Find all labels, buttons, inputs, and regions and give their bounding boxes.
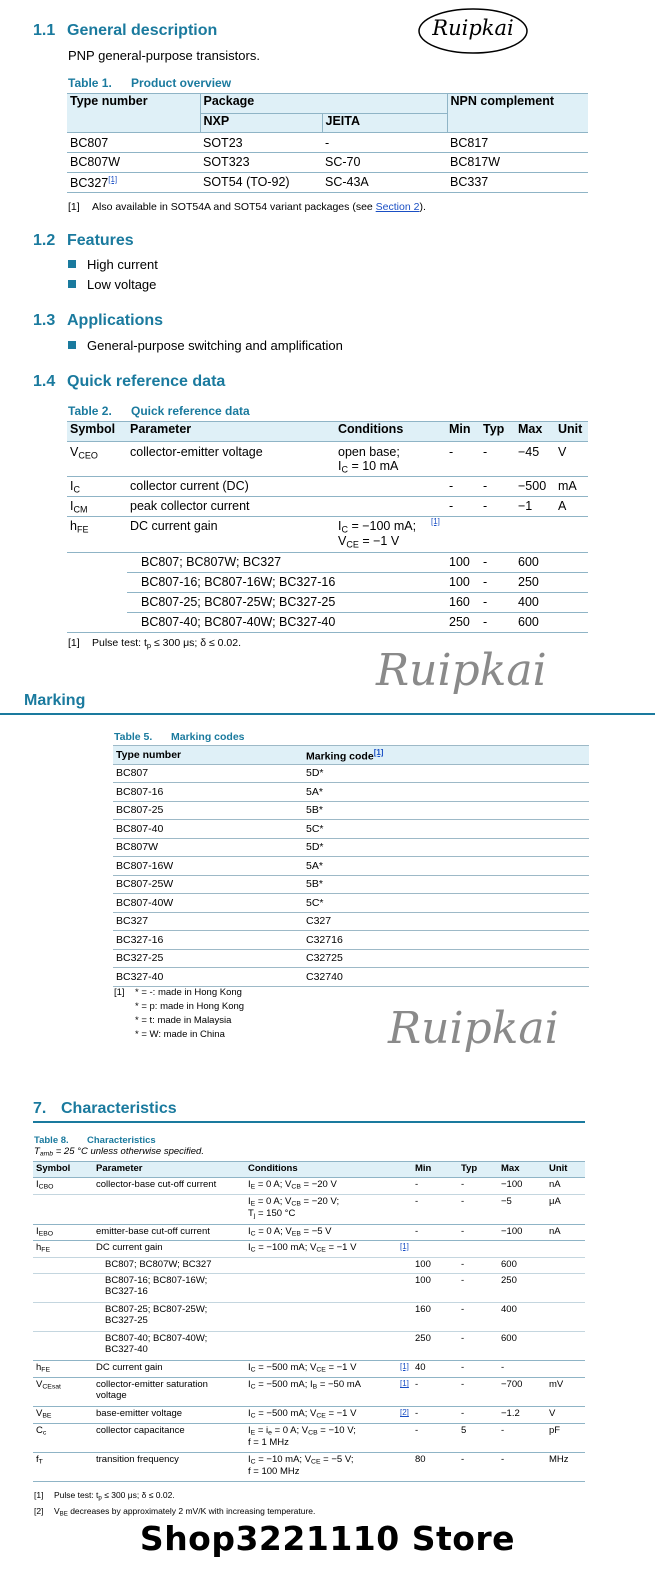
divider xyxy=(33,1121,585,1123)
table-row: BC807-16; BC807-16W; BC327-16 100 - 250 xyxy=(33,1274,585,1303)
th-package: Package xyxy=(200,94,447,114)
table-row: BC807-16W 5A* xyxy=(113,857,589,876)
table-row: BC807-16; BC807-16W; BC327-16 100 - 250 xyxy=(67,573,588,593)
list-item: High current xyxy=(68,257,158,272)
section-1-1-heading: 1.1 General description xyxy=(33,22,218,39)
table2-caption: Table 2. Quick reference data xyxy=(68,404,250,418)
bullet-icon xyxy=(68,260,76,268)
table-row: BC807 SOT23 - BC817 xyxy=(67,133,588,153)
table5-footnote: [1] * = -: made in Hong Kong * = p: made in Hong Kong * = t: made in Malaysia * = W: made in China xyxy=(114,987,245,1040)
list-item: General-purpose switching and amplification xyxy=(68,338,343,353)
footnote-link[interactable]: [1] xyxy=(373,747,384,757)
section-1-2-heading: 1.2 Features xyxy=(33,232,134,249)
table-row: BC807-25W 5B* xyxy=(113,875,589,894)
table-row: $V_{CEO}$ collector-emitter voltage open base; $I_C = 10$ mA - - −45 V xyxy=(67,442,588,477)
table-row: BC807W SOT323 SC-70 BC817W xyxy=(67,153,588,173)
footnote-link[interactable]: [1] xyxy=(400,1379,409,1389)
table-row: BC807-16 5A* xyxy=(113,783,589,802)
th-nxp: NXP xyxy=(200,114,322,133)
footnote-link[interactable]: [1] xyxy=(431,517,440,526)
table-row: BC807 5D* xyxy=(113,764,589,783)
table-row: BC807-40 5C* xyxy=(113,820,589,839)
table-row: BC807-25; BC807-25W; BC327-25 160 - 400 xyxy=(67,593,588,613)
divider xyxy=(0,713,655,715)
section-1-3-heading: 1.3 Applications xyxy=(33,312,164,329)
table1-footnote: [1] Also available in SOT54A and SOT54 variant packages (see Section 2). xyxy=(68,201,426,213)
store-banner: Shop3221110 Store xyxy=(139,1519,516,1558)
th-jeita: JEITA xyxy=(322,114,447,133)
table-row: BC327[1] SOT54 (TO-92) SC-43A BC337 xyxy=(67,173,588,193)
footnote-link[interactable]: [1] xyxy=(400,1362,409,1372)
table-row: BC807-25; BC807-25W; BC327-25 160 - 400 xyxy=(33,1303,585,1332)
section-1-4-heading: 1.4 Quick reference data xyxy=(33,373,226,390)
section-7-heading: 7. Characteristics xyxy=(33,1100,177,1117)
table-row: $h_{FE}$ DC current gain $I_C = -500$ mA; $V_{CE} = -1$ V [1] 40 - - xyxy=(33,1361,585,1378)
table-row: BC327-25 C32725 xyxy=(113,949,589,968)
table-row: $I_{CM}$ peak collector current - - −1 A xyxy=(67,497,588,517)
table1-caption: Table 1. Product overview xyxy=(68,76,232,90)
table-row: $V_{BE}$ base-emitter voltage $I_C = -500$ mA; $V_{CE} = -1$ V [2] - - −1.2 V xyxy=(33,1407,585,1424)
logo-text: Ruipkai xyxy=(432,16,514,40)
table8-subcaption: $T_{amb} = 25$ °C unless otherwise specified. xyxy=(34,1146,204,1158)
footnote-link[interactable]: [1] xyxy=(108,175,118,184)
table-row: BC807W 5D* xyxy=(113,838,589,857)
table2-footnote: [1] Pulse test: $t_p \le 300$ μs; δ ≤ 0.02. xyxy=(68,637,242,650)
quick-reference-table: Symbol Parameter Conditions Min Typ Max Unit $V_{CEO}$ collector-emitter voltage open base; $I_C = 10$ mA - - −45 V $I_C$ collector current (DC) - - −500 mA $I_{CM}$ peak collector current - - −1 A $h_{FE}$ DC current gain $I_C = -100$ mA; $V_{CE} = -1$ V [1] BC807; BC807W; BC327 100 - 600 BC807-16; BC807-16W; BC327-16 100 - 250 BC807-25; BC807-25W; BC327-25 160 - 400 BC807-40; BC807-40W; BC327-40 250 - 600 xyxy=(67,421,588,633)
watermark: Ruipkai xyxy=(376,645,547,696)
table-row: BC327-16 C32716 xyxy=(113,931,589,950)
watermark: Ruipkai xyxy=(388,1003,559,1054)
table-row: BC807-40W 5C* xyxy=(113,894,589,913)
marking-heading: Marking xyxy=(24,692,86,709)
table-row: $f_T$ transition frequency $I_C = -10$ mA; $V_{CE} = -5$ V; f = 100 MHz 80 - - MHz xyxy=(33,1453,585,1482)
table-row: BC327-40 C32740 xyxy=(113,968,589,987)
table-row: BC807-40; BC807-40W; BC327-40 250 - 600 xyxy=(33,1332,585,1361)
table-row: BC807-25 5B* xyxy=(113,801,589,820)
marking-codes-table: Type number Marking code[1] BC807 5D* BC807-16 5A* BC807-25 5B* BC807-40 5C* BC807W 5D* BC807-16W 5A* BC807-25W 5B* BC807-40W 5C* BC327 C327 BC327-16 C32716 BC327-25 C32725 BC327-40 C32740 xyxy=(113,745,589,987)
table-row: BC327 C327 xyxy=(113,912,589,931)
table8-footnote-1: [1] Pulse test: $t_p \le 300$ μs; δ ≤ 0.02. xyxy=(34,1490,175,1502)
table-row: $C_c$ collector capacitance $I_E = i_e = 0$ A; $V_{CB} = -10$ V; f = 1 MHz - 5 - pF xyxy=(33,1424,585,1453)
logo xyxy=(417,6,529,56)
table-row: $I_{EBO}$ emitter-base cut-off current $I_C = 0$ A; $V_{EB} = -5$ V - - −100 nA xyxy=(33,1225,585,1241)
th-type-number: Type number xyxy=(70,94,148,108)
th-npn-complement: NPN complement xyxy=(447,94,588,114)
table-row: $h_{FE}$ DC current gain $I_C = -100$ mA; $V_{CE} = -1$ V [1] xyxy=(67,517,588,553)
table-row: $h_{FE}$ DC current gain $I_C = -100$ mA; $V_{CE} = -1$ V [1] xyxy=(33,1241,585,1258)
footnote-link[interactable]: [1] xyxy=(400,1242,409,1251)
table8-footnote-2: [2] $V_{BE}$ decreases by approximately 2 mV/K with increasing temperature. xyxy=(34,1506,316,1518)
table-row: BC807-40; BC807-40W; BC327-40 250 - 600 xyxy=(67,613,588,633)
footnote-link[interactable]: [2] xyxy=(400,1408,409,1418)
general-description-text: PNP general-purpose transistors. xyxy=(68,48,260,63)
bullet-icon xyxy=(68,280,76,288)
table-row: BC807; BC807W; BC327 100 - 600 xyxy=(33,1258,585,1274)
characteristics-table: Symbol Parameter Conditions Min Typ Max Unit $I_{CBO}$ collector-base cut-off current $I_E = 0$ A; $V_{CB} = -20$ V - - −100 nA $I_E = 0$ A; $V_{CB} = -20$ V; $T_j = 150$ °C - - −5 μA $I_{EBO}$ emitter-base cut-off current $I_C = 0$ A; $V_{EB} = -5$ V - - −100 nA $h_{FE}$ DC current gain $I_C = -100$ mA; $V_{CE} = -1$ V [1] BC807; BC807W; BC327 100 - 600 BC807-16; BC807-16W; BC327-16 100 - 250 BC807-25; BC807-25W; BC327-25 160 - 400 BC807-40; BC807-40W; BC327-40 250 - 600 $h_{FE}$ DC current gain $I_C = -500$ mA; $V_{CE} = -1$ V [1] 40 - - $V_{CEsat}$ collector-emitter saturation voltage $I_C = -500$ mA; $I_B = -50$ mA [1] - - −700 mV $V_{BE}$ base-emitter voltage $I_C = -500$ mA; $V_{CE} = -1$ V [2] - - −1.2 V $C_c$ collector capacitance $I_E = i_e = 0$ A; $V_{CB} = -10$ V; f = 1 MHz - 5 - pF $f_T$ transition frequency $I_C = -10$ mA; $V_{CE} = -5$ V; f = 100 MHz 80 - - MHz xyxy=(33,1161,585,1482)
table5-caption: Table 5. Marking codes xyxy=(114,731,245,743)
table-row: $I_C$ collector current (DC) - - −500 mA xyxy=(67,477,588,497)
product-overview-table xyxy=(67,93,588,193)
table-row: BC807; BC807W; BC327 100 - 600 xyxy=(67,553,588,573)
bullet-icon xyxy=(68,341,76,349)
table8-caption: Table 8. Characteristics xyxy=(34,1135,156,1146)
table-row: $V_{CEsat}$ collector-emitter saturation voltage $I_C = -500$ mA; $I_B = -50$ mA [1] - - −700 mV xyxy=(33,1378,585,1407)
table-row: $I_{CBO}$ collector-base cut-off current $I_E = 0$ A; $V_{CB} = -20$ V - - −100 nA xyxy=(33,1178,585,1195)
list-item: Low voltage xyxy=(68,277,156,292)
section-2-link[interactable]: Section 2 xyxy=(375,201,420,213)
table-row: $I_E = 0$ A; $V_{CB} = -20$ V; $T_j = 150$ °C - - −5 μA xyxy=(33,1195,585,1225)
